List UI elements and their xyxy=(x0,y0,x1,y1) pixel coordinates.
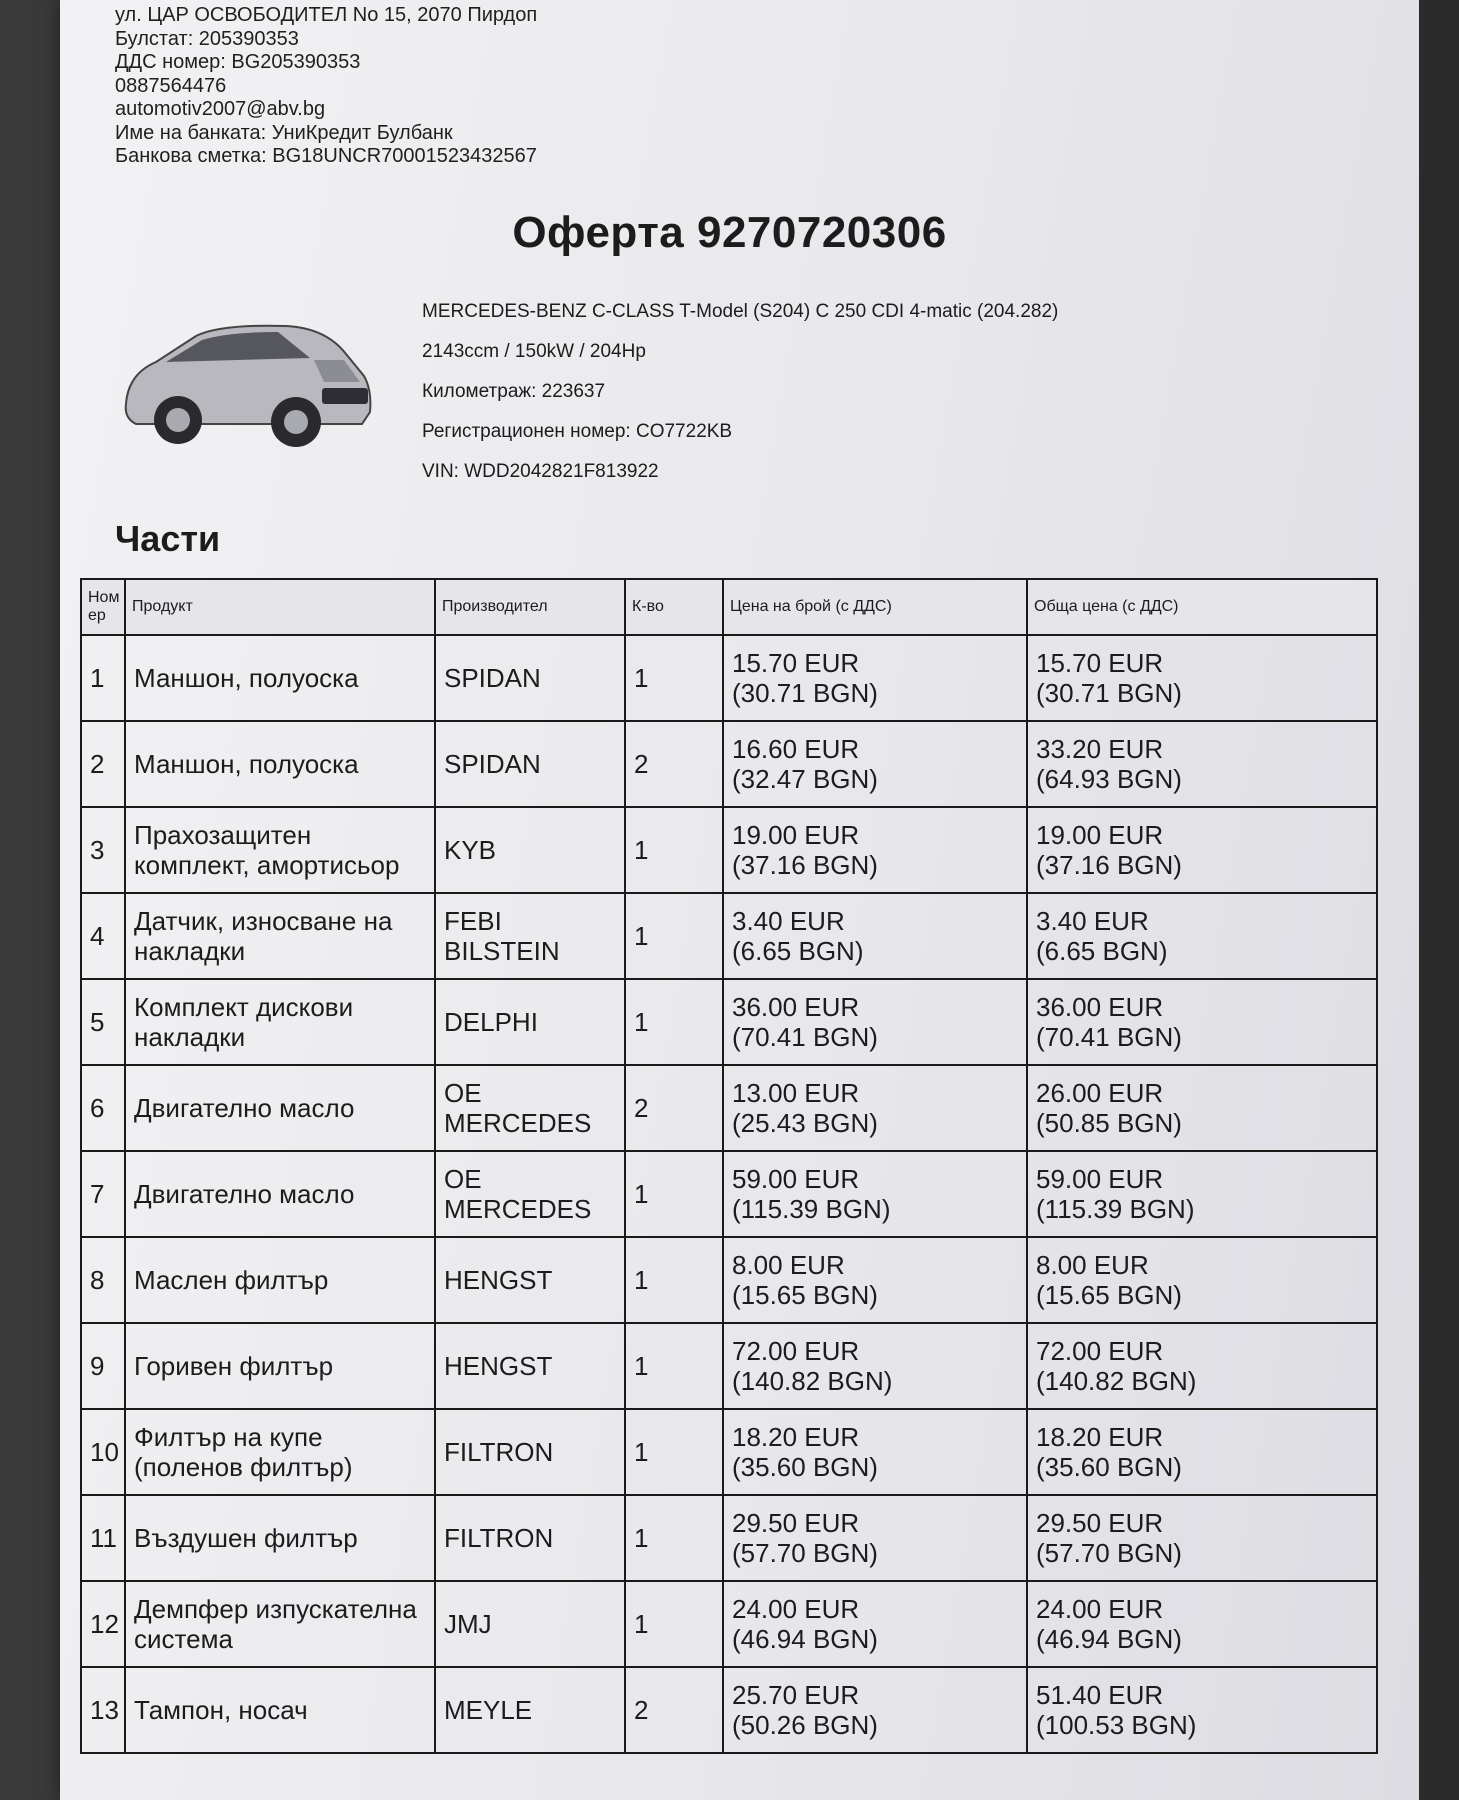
row-unit-price xyxy=(723,1495,1027,1581)
row-number-text: 8 xyxy=(90,1265,105,1295)
row-qty xyxy=(625,1323,723,1409)
vehicle-info xyxy=(422,292,1058,492)
row-total-price xyxy=(1027,721,1377,807)
row-total-price xyxy=(1027,1495,1377,1581)
row-qty-text: 1 xyxy=(634,1007,649,1037)
row-qty xyxy=(625,807,723,893)
row-product xyxy=(125,1495,435,1581)
row-unit-price-text: (50.26 BGN) xyxy=(732,1710,878,1740)
row-number-text: 10 xyxy=(90,1437,119,1467)
row-total-price-text: 33.20 EUR xyxy=(1036,734,1164,764)
row-number xyxy=(81,1151,125,1237)
row-unit-price-text: 3.40 EUR xyxy=(732,906,845,936)
table-row xyxy=(81,979,1377,1065)
row-unit-price-text: 13.00 EUR xyxy=(732,1078,860,1108)
row-product xyxy=(125,979,435,1065)
row-unit-price-text: 36.00 EUR xyxy=(732,992,860,1022)
company-bank-account: Банкова сметка: BG18UNCR70001523432567 xyxy=(115,145,537,167)
table-row xyxy=(81,1065,1377,1151)
row-product-text: Горивен филтър xyxy=(134,1351,334,1381)
row-qty-text: 1 xyxy=(634,1351,649,1381)
col-product-header: Продукт xyxy=(125,579,435,635)
row-manufacturer xyxy=(435,1323,625,1409)
row-unit-price xyxy=(723,807,1027,893)
row-product xyxy=(125,807,435,893)
row-product xyxy=(125,1581,435,1667)
row-product xyxy=(125,635,435,721)
row-total-price-text: 59.00 EUR xyxy=(1036,1164,1164,1194)
row-total-price xyxy=(1027,807,1377,893)
row-number-text: 3 xyxy=(90,835,105,865)
row-product xyxy=(125,1323,435,1409)
table-row xyxy=(81,1495,1377,1581)
row-qty-text: 1 xyxy=(634,663,649,693)
col-qty-header: К-во xyxy=(625,579,723,635)
row-number xyxy=(81,1409,125,1495)
row-total-price-text: (30.71 BGN) xyxy=(1036,678,1182,708)
row-number xyxy=(81,1237,125,1323)
row-number-text: 2 xyxy=(90,749,105,779)
row-qty-text: 1 xyxy=(634,1437,649,1467)
row-number-text: 9 xyxy=(90,1351,105,1381)
row-qty xyxy=(625,1065,723,1151)
row-qty xyxy=(625,1151,723,1237)
row-total-price-text: (37.16 BGN) xyxy=(1036,850,1182,880)
parts-header-row xyxy=(81,579,1377,635)
row-product-text: Маслен филтър xyxy=(134,1265,329,1295)
row-unit-price-text: 8.00 EUR xyxy=(732,1250,845,1280)
row-qty xyxy=(625,721,723,807)
offer-title: Оферта 9270720306 xyxy=(512,208,947,257)
table-row xyxy=(81,1667,1377,1753)
parts-body xyxy=(81,635,1377,1753)
row-number xyxy=(81,1581,125,1667)
company-bulstat: Булстат: 205390353 xyxy=(115,27,299,50)
col-total-price-header: Обща цена (с ДДС) xyxy=(1027,579,1377,635)
row-manufacturer xyxy=(435,979,625,1065)
row-total-price-text: (35.60 BGN) xyxy=(1036,1452,1182,1482)
row-unit-price-text: 24.00 EUR xyxy=(732,1594,860,1624)
row-qty xyxy=(625,1581,723,1667)
row-manufacturer xyxy=(435,1237,625,1323)
row-unit-price xyxy=(723,1323,1027,1409)
table-row xyxy=(81,1151,1377,1237)
row-manufacturer-text: HENGST xyxy=(444,1265,553,1295)
row-unit-price-text: (140.82 BGN) xyxy=(732,1366,893,1396)
col-manufacturer-header: Производител xyxy=(435,579,625,635)
row-unit-price-text: 16.60 EUR xyxy=(732,734,860,764)
row-manufacturer-text: OE MERCEDES xyxy=(444,1078,592,1138)
row-number-text: 4 xyxy=(90,921,105,951)
row-qty-text: 1 xyxy=(634,1179,649,1209)
row-total-price-text: 19.00 EUR xyxy=(1036,820,1164,850)
table-row xyxy=(81,1409,1377,1495)
row-number xyxy=(81,893,125,979)
row-qty xyxy=(625,1495,723,1581)
row-manufacturer-text: FILTRON xyxy=(444,1523,554,1553)
row-total-price xyxy=(1027,1667,1377,1753)
row-unit-price xyxy=(723,721,1027,807)
row-qty-text: 1 xyxy=(634,835,649,865)
row-unit-price-text: 29.50 EUR xyxy=(732,1508,860,1538)
company-phone: 0887564476 xyxy=(115,74,227,97)
row-number xyxy=(81,635,125,721)
row-unit-price-text: (35.60 BGN) xyxy=(732,1452,878,1482)
row-total-price-text: (50.85 BGN) xyxy=(1036,1108,1182,1138)
row-total-price-text: (70.41 BGN) xyxy=(1036,1022,1182,1052)
col-number-header: Ном ер xyxy=(81,579,125,635)
vehicle-registration: Регистрационен номер: CO7722KB xyxy=(422,421,733,442)
row-number xyxy=(81,1065,125,1151)
row-unit-price-text: (25.43 BGN) xyxy=(732,1108,878,1138)
row-unit-price xyxy=(723,893,1027,979)
row-number-text: 6 xyxy=(90,1093,105,1123)
table-row xyxy=(81,1581,1377,1667)
row-number xyxy=(81,807,125,893)
row-unit-price-text: (15.65 BGN) xyxy=(732,1280,878,1310)
row-qty-text: 2 xyxy=(634,1695,649,1725)
row-qty-text: 1 xyxy=(634,1523,649,1553)
row-product xyxy=(125,1667,435,1753)
row-unit-price-text: 72.00 EUR xyxy=(732,1336,860,1366)
row-number xyxy=(81,979,125,1065)
row-number-text: 11 xyxy=(90,1523,117,1553)
table-row xyxy=(81,635,1377,721)
car-image xyxy=(118,312,376,452)
row-total-price xyxy=(1027,1151,1377,1237)
row-number xyxy=(81,1323,125,1409)
table-row xyxy=(81,721,1377,807)
row-total-price xyxy=(1027,635,1377,721)
row-total-price-text: (140.82 BGN) xyxy=(1036,1366,1197,1396)
row-number xyxy=(81,1667,125,1753)
row-manufacturer xyxy=(435,1667,625,1753)
row-qty-text: 1 xyxy=(634,1265,649,1295)
row-total-price xyxy=(1027,1581,1377,1667)
row-product xyxy=(125,893,435,979)
row-qty xyxy=(625,893,723,979)
row-product-text: Въздушен филтър xyxy=(134,1523,358,1553)
row-total-price xyxy=(1027,1323,1377,1409)
table-row xyxy=(81,893,1377,979)
row-manufacturer xyxy=(435,635,625,721)
row-unit-price xyxy=(723,635,1027,721)
row-manufacturer-text: SPIDAN xyxy=(444,663,541,693)
row-manufacturer-text: SPIDAN xyxy=(444,749,541,779)
table-row xyxy=(81,1237,1377,1323)
row-product xyxy=(125,1065,435,1151)
row-qty xyxy=(625,1667,723,1753)
row-product-text: Датчик, износване на накладки xyxy=(134,906,393,966)
row-total-price-text: 36.00 EUR xyxy=(1036,992,1164,1022)
row-unit-price-text: (6.65 BGN) xyxy=(732,936,864,966)
row-unit-price xyxy=(723,1667,1027,1753)
row-total-price xyxy=(1027,1065,1377,1151)
row-number xyxy=(81,721,125,807)
row-number-text: 5 xyxy=(90,1007,105,1037)
row-product-text: Прахозащитен комплект, амортисьор xyxy=(134,820,400,880)
row-total-price-text: 26.00 EUR xyxy=(1036,1078,1164,1108)
row-qty xyxy=(625,1409,723,1495)
row-product-text: Маншон, полуоска xyxy=(134,749,359,779)
row-product-text: Двигателно масло xyxy=(134,1093,355,1123)
row-unit-price-text: (30.71 BGN) xyxy=(732,678,878,708)
row-unit-price-text: (115.39 BGN) xyxy=(732,1194,891,1224)
company-email: automotiv2007@abv.bg xyxy=(115,98,326,120)
row-manufacturer xyxy=(435,1065,625,1151)
row-unit-price xyxy=(723,1065,1027,1151)
row-total-price-text: 15.70 EUR xyxy=(1036,648,1164,678)
row-unit-price-text: 18.20 EUR xyxy=(732,1422,860,1452)
row-total-price xyxy=(1027,1409,1377,1495)
row-manufacturer xyxy=(435,893,625,979)
parts-table xyxy=(80,578,1378,1754)
row-total-price-text: 24.00 EUR xyxy=(1036,1594,1164,1624)
row-unit-price-text: 19.00 EUR xyxy=(732,820,860,850)
row-unit-price xyxy=(723,1409,1027,1495)
row-total-price-text: 8.00 EUR xyxy=(1036,1250,1149,1280)
row-unit-price xyxy=(723,979,1027,1065)
row-product-text: Тампон, носач xyxy=(134,1695,308,1725)
vehicle-model: MERCEDES-BENZ C-CLASS T-Model (S204) C 250 CDI 4-matic (204.282) xyxy=(422,301,1059,322)
row-unit-price xyxy=(723,1581,1027,1667)
table-row xyxy=(81,807,1377,893)
row-manufacturer xyxy=(435,721,625,807)
row-manufacturer xyxy=(435,1409,625,1495)
row-unit-price xyxy=(723,1151,1027,1237)
row-qty-text: 1 xyxy=(634,1609,649,1639)
row-manufacturer xyxy=(435,1581,625,1667)
row-manufacturer-text: FILTRON xyxy=(444,1437,554,1467)
vehicle-vin: VIN: WDD2042821F813922 xyxy=(422,461,659,482)
row-manufacturer xyxy=(435,807,625,893)
row-total-price xyxy=(1027,1237,1377,1323)
row-manufacturer xyxy=(435,1151,625,1237)
row-product-text: Демпфер изпускателна система xyxy=(134,1594,417,1654)
row-qty xyxy=(625,635,723,721)
company-bank-name: Име на банката: УниКредит Булбанк xyxy=(115,121,453,144)
row-total-price-text: (6.65 BGN) xyxy=(1036,936,1168,966)
row-unit-price xyxy=(723,1237,1027,1323)
parts-heading: Части xyxy=(115,518,221,559)
row-unit-price-text: (32.47 BGN) xyxy=(732,764,878,794)
row-number-text: 12 xyxy=(90,1609,119,1639)
row-total-price-text: (15.65 BGN) xyxy=(1036,1280,1182,1310)
row-unit-price-text: (46.94 BGN) xyxy=(732,1624,878,1654)
row-product xyxy=(125,1409,435,1495)
row-number-text: 1 xyxy=(90,663,105,693)
row-qty xyxy=(625,1237,723,1323)
row-total-price xyxy=(1027,979,1377,1065)
row-total-price xyxy=(1027,893,1377,979)
row-number xyxy=(81,1495,125,1581)
company-info xyxy=(115,4,537,169)
row-total-price-text: (100.53 BGN) xyxy=(1036,1710,1197,1740)
row-total-price-text: 72.00 EUR xyxy=(1036,1336,1164,1366)
row-total-price-text: 29.50 EUR xyxy=(1036,1508,1164,1538)
row-manufacturer-text: FEBI BILSTEIN xyxy=(444,906,560,966)
row-qty-text: 2 xyxy=(634,749,649,779)
row-qty-text: 1 xyxy=(634,921,649,951)
row-unit-price-text: (37.16 BGN) xyxy=(732,850,878,880)
row-product xyxy=(125,721,435,807)
row-manufacturer xyxy=(435,1495,625,1581)
row-unit-price-text: 25.70 EUR xyxy=(732,1680,860,1710)
row-manufacturer-text: DELPHI xyxy=(444,1007,538,1037)
row-product xyxy=(125,1237,435,1323)
col-unit-price-header: Цена на брой (с ДДС) xyxy=(723,579,1027,635)
row-product-text: Маншон, полуоска xyxy=(134,663,359,693)
row-number-text: 13 xyxy=(90,1695,119,1725)
row-total-price-text: 3.40 EUR xyxy=(1036,906,1149,936)
row-unit-price-text: (57.70 BGN) xyxy=(732,1538,878,1568)
row-total-price-text: (64.93 BGN) xyxy=(1036,764,1182,794)
row-qty-text: 2 xyxy=(634,1093,649,1123)
table-row xyxy=(81,1323,1377,1409)
row-unit-price-text: (70.41 BGN) xyxy=(732,1022,878,1052)
row-total-price-text: (46.94 BGN) xyxy=(1036,1624,1182,1654)
row-number-text: 7 xyxy=(90,1179,105,1209)
row-product-text: Двигателно масло xyxy=(134,1179,355,1209)
vehicle-engine: 2143ccm / 150kW / 204Hp xyxy=(422,341,646,362)
company-vat: ДДС номер: BG205390353 xyxy=(115,51,361,73)
row-manufacturer-text: HENGST xyxy=(444,1351,553,1381)
row-product-text: Комплект дискови накладки xyxy=(134,992,354,1052)
row-total-price-text: (115.39 BGN) xyxy=(1036,1194,1195,1224)
row-unit-price-text: 59.00 EUR xyxy=(732,1164,860,1194)
row-manufacturer-text: JMJ xyxy=(444,1609,492,1639)
row-product-text: Филтър на купе (поленов филтър) xyxy=(134,1422,353,1482)
row-manufacturer-text: MEYLE xyxy=(444,1695,533,1725)
background-edge xyxy=(1419,0,1459,1800)
company-address: ул. ЦАР ОСВОБОДИТЕЛ No 15, 2070 Пирдоп xyxy=(115,4,538,26)
vehicle-mileage: Километраж: 223637 xyxy=(422,381,606,402)
row-total-price-text: 18.20 EUR xyxy=(1036,1422,1164,1452)
row-total-price-text: (57.70 BGN) xyxy=(1036,1538,1182,1568)
row-manufacturer-text: OE MERCEDES xyxy=(444,1164,592,1224)
row-manufacturer-text: KYB xyxy=(444,835,497,865)
row-qty xyxy=(625,979,723,1065)
row-product xyxy=(125,1151,435,1237)
row-total-price-text: 51.40 EUR xyxy=(1036,1680,1164,1710)
row-unit-price-text: 15.70 EUR xyxy=(732,648,860,678)
